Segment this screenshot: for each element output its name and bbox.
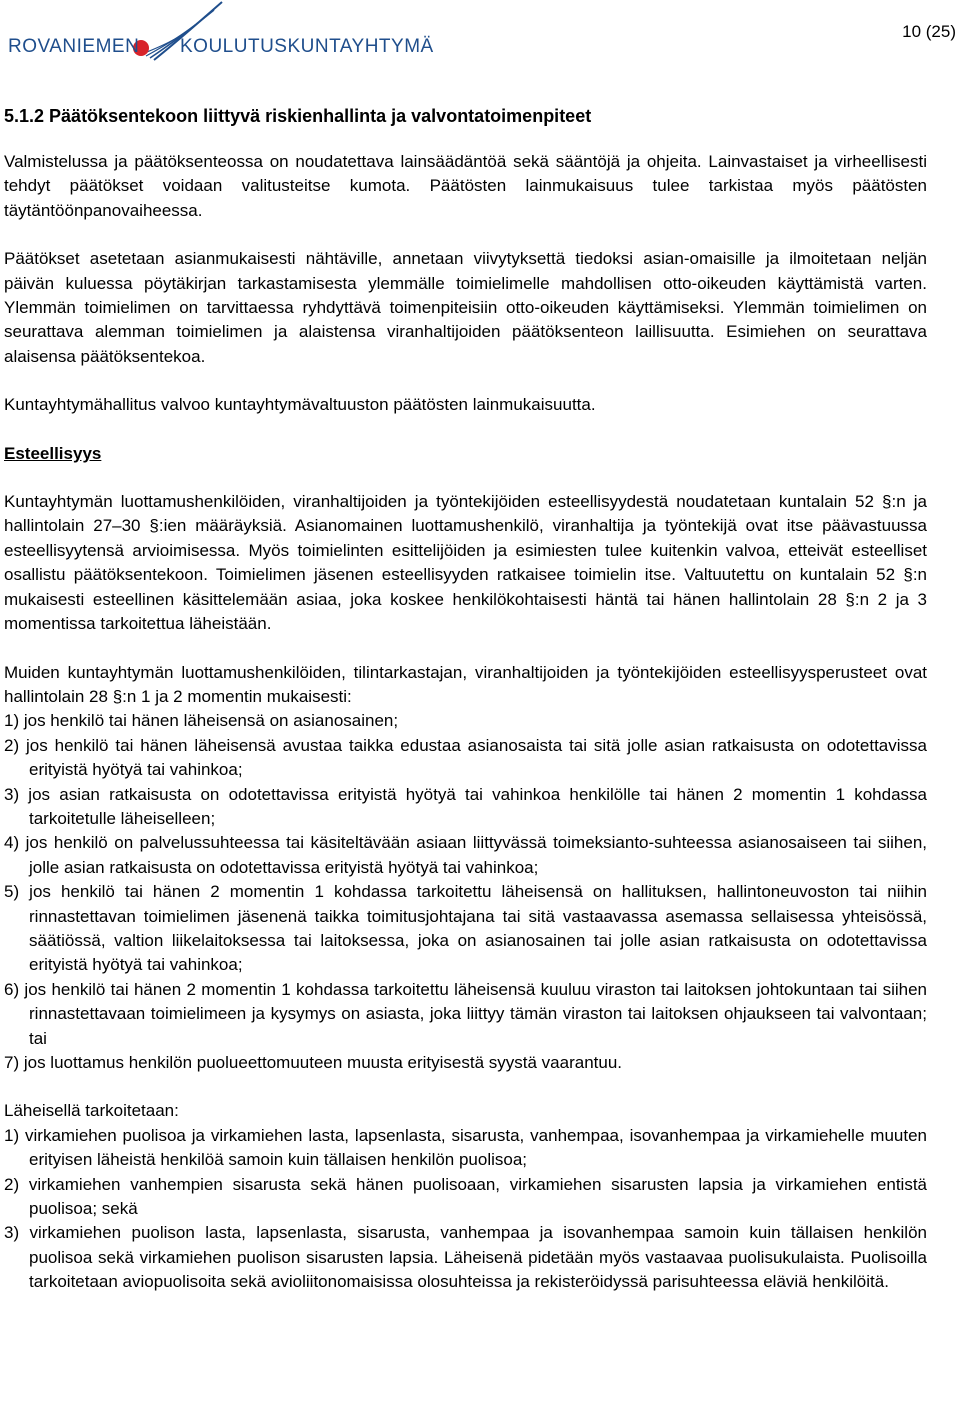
list-item: 2) jos henkilö tai hänen läheisensä avustaa taikka edustaa asianosaista tai sitä jolle asian ratkaisusta on odotettavissa erityistä hyötyä tai vahinkoa; bbox=[4, 735, 927, 780]
list-item: 5) jos henkilö tai hänen 2 momentin 1 kohdassa tarkoitettu läheisensä on hallituksen, hallintoneuvoston tai niihin rinnastettavan toimielimen jäsenenä taikka toimitusjohtajana tai sitä vastaavassa asemassa sellaisessa yhteisössä, säätiössä, valtion liikelaitoksessa tai laitoksessa, joka on asianosainen tai jolle asian ratkaisusta on odotettavissa erityistä hyötyä tai vahinkoa; bbox=[4, 882, 927, 975]
list-item: 4) jos henkilö on palvelussuhteessa tai käsiteltävään asiaan liittyvässä toimeksianto-suhteessa asianosaiseen tai siihen, jolle asian ratkaisusta on odotettavissa erityistä hyötyä tai vahinkoa; bbox=[4, 833, 927, 877]
organization-logo bbox=[4, 0, 434, 72]
relatives-intro: Läheisellä tarkoitetaan: bbox=[4, 1101, 179, 1121]
list-item: 6) jos henkilö tai hänen 2 momentin 1 kohdassa tarkoitettu läheisensä kuuluu viraston tai laitoksen johtokuntaan tai siihen rinnastettavaan toimielimeen ja kysymys on asiasta, joka liittyy tämän viraston tai laitoksen ohjaukseen tai valvontaan; tai bbox=[4, 979, 927, 1048]
logo-text-left: ROVANIEMEN bbox=[8, 36, 140, 57]
list-item: 3) virkamiehen puolison lasta, lapsenlasta, sisarusta, vanhempaa ja isovanhempaa samoin kuin tällaisen henkilön puolisoa sekä virkamiehen puolison sisarusten lapsia. Läheisenä pidetään myös vastaavaa puolisukulaista. Puolisoilla tarkoitetaan aviopuolisoita sekä avioliitonomaisissa olosuhteissa ja rekisteröidyssä parisuhteessa eläviä henkilöitä. bbox=[4, 1223, 927, 1292]
paragraph: Valmistelussa ja päätöksenteossa on noudatettava lainsäädäntöä sekä sääntöjä ja ohjeita. Lainvastaiset ja virheellisesti tehdyt päätökset voidaan valitusteitse kumota. Päätösten lainmukaisuus tulee tarkistaa myös päätösten täytäntöönpanovaiheessa. bbox=[4, 152, 927, 220]
page-number: 10 (25) bbox=[902, 22, 956, 41]
paragraph: Kuntayhtymän luottamushenkilöiden, viranhaltijoiden ja työntekijöiden esteellisyydestä noudatetaan kuntalain 52 §:n ja hallintolain 27–30 §:ien määräyksiä. Asianomainen luottamushenkilö, viranhaltija ja työntekijä ovat itse päävastuussa esteellisyytensä arvioimisessa. Myös toimielinten esittelijöiden ja esimiesten tulee kuitenkin valvoa, etteivät esteelliset osallistu päätöksentekoon. Toimielimen jäsenen esteellisyyden ratkaisee toimielin itse. Valtuutettu on kuntalain 52 §:n mukaisesti esteellinen käsittelemään asiaa, joka koskee henkilökohtaisesti häntä tai hänen hallintolain 28 §:n 2 ja 3 momentissa tarkoitettua läheistään. bbox=[4, 492, 927, 634]
subheading-esteellisyys: Esteellisyys bbox=[4, 443, 102, 463]
document-body bbox=[4, 104, 927, 1295]
list-item: 1) virkamiehen puolisoa ja virkamiehen lasta, lapsenlasta, sisarusta, vanhempaa, isovanhempaa ja virkamiehelle muuten erityisen läheistä henkilöä samoin kuin tällaisen henkilön puolisoa; bbox=[4, 1125, 927, 1170]
paragraph: Kuntayhtymähallitus valvoo kuntayhtymävaltuuston päätösten lainmukaisuutta. bbox=[4, 395, 596, 415]
section-heading: 5.1.2 Päätöksentekoon liittyvä riskienhallinta ja valvontatoimenpiteet bbox=[4, 106, 592, 126]
list-item: 3) jos asian ratkaisusta on odotettavissa erityistä hyötyä tai vahinkoa henkilölle tai hänen 2 momentin 1 kohdassa tarkoitetulle läheiselleen; bbox=[4, 784, 927, 828]
page-header bbox=[0, 0, 960, 80]
list-item: 1) jos henkilö tai hänen läheisensä on asianosainen; bbox=[4, 711, 399, 731]
paragraph: Muiden kuntayhtymän luottamushenkilöiden, tilintarkastajan, viranhaltijoiden ja työntekijöiden esteellisyysperusteet ovat hallintolain 28 §:n 1 ja 2 momentin mukaisesti: bbox=[4, 662, 927, 706]
logo-text-right: KOULUTUSKUNTAYHTYMÄ bbox=[180, 36, 434, 57]
disqualification-grounds-list bbox=[4, 709, 927, 1075]
relatives-list bbox=[4, 1124, 927, 1295]
list-item: 7) jos luottamus henkilön puolueettomuuteen muusta erityisestä syystä vaarantuu. bbox=[4, 1053, 623, 1072]
paragraph: Päätökset asetetaan asianmukaisesti nähtäville, annetaan viivytyksettä tiedoksi asian-omaisille ja ilmoitetaan neljän päivän kuluessa pöytäkirjan tarkastamisesta ylemmälle toimielimelle mahdollisen otto-oikeuden käyttämistä varten. Ylemmän toimielimen on tarvittaessa ryhdyttävä toimenpiteisiin otto-oikeuden käyttämiseksi. Ylemmän toimielimen on seurattava alemman toimielimen ja alaistensa viranhaltijoiden päätöksenteon laillisuutta. Esimiehen on seurattava alaisensa päätöksentekoa. bbox=[4, 249, 927, 366]
list-item: 2) virkamiehen vanhempien sisarusta sekä hänen puolisoaan, virkamiehen sisarusten lapsia ja virkamiehen entistä puolisoa; sekä bbox=[4, 1174, 927, 1219]
